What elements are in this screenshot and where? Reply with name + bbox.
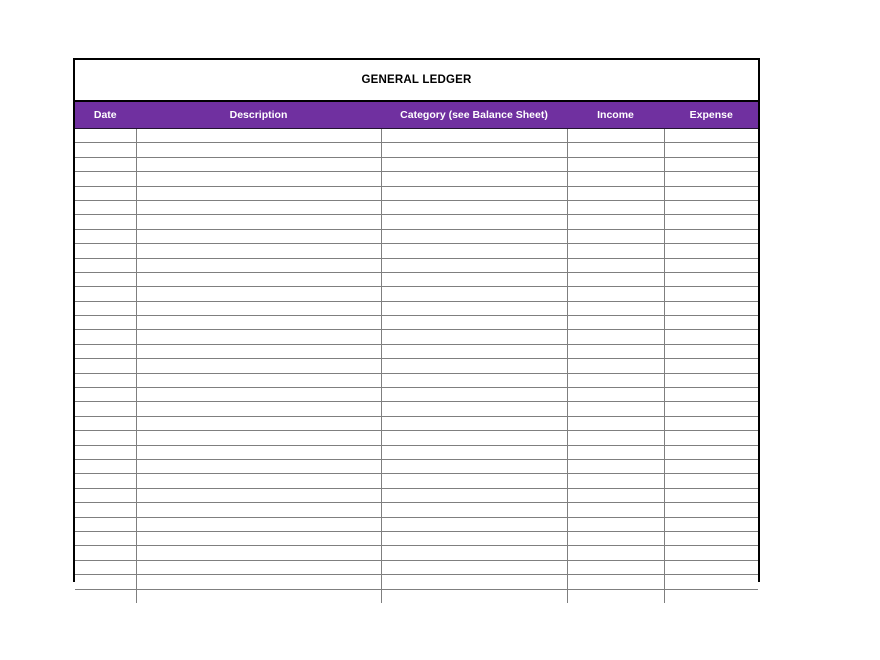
table-row[interactable] <box>75 330 758 344</box>
cell-expense[interactable] <box>664 459 758 473</box>
cell-date[interactable] <box>75 388 136 402</box>
cell-income[interactable] <box>567 215 664 229</box>
table-row[interactable] <box>75 503 758 517</box>
cell-date[interactable] <box>75 244 136 258</box>
cell-expense[interactable] <box>664 272 758 286</box>
table-row[interactable] <box>75 287 758 301</box>
cell-date[interactable] <box>75 344 136 358</box>
cell-income[interactable] <box>567 258 664 272</box>
cell-income[interactable] <box>567 589 664 603</box>
cell-description[interactable] <box>136 258 381 272</box>
cell-income[interactable] <box>567 244 664 258</box>
table-row[interactable] <box>75 258 758 272</box>
cell-income[interactable] <box>567 416 664 430</box>
cell-date[interactable] <box>75 575 136 589</box>
cell-income[interactable] <box>567 517 664 531</box>
cell-income[interactable] <box>567 531 664 545</box>
table-row[interactable] <box>75 388 758 402</box>
cell-date[interactable] <box>75 287 136 301</box>
cell-expense[interactable] <box>664 431 758 445</box>
cell-expense[interactable] <box>664 388 758 402</box>
cell-category[interactable] <box>381 402 567 416</box>
cell-income[interactable] <box>567 301 664 315</box>
cell-income[interactable] <box>567 229 664 243</box>
cell-income[interactable] <box>567 172 664 186</box>
table-row[interactable] <box>75 488 758 502</box>
table-row[interactable] <box>75 244 758 258</box>
column-header-date[interactable]: Date <box>75 102 136 129</box>
table-row[interactable] <box>75 186 758 200</box>
cell-expense[interactable] <box>664 143 758 157</box>
cell-expense[interactable] <box>664 359 758 373</box>
column-header-category[interactable]: Category (see Balance Sheet) <box>381 102 567 129</box>
cell-expense[interactable] <box>664 200 758 214</box>
cell-category[interactable] <box>381 474 567 488</box>
cell-category[interactable] <box>381 272 567 286</box>
table-row[interactable] <box>75 301 758 315</box>
table-row[interactable] <box>75 416 758 430</box>
cell-expense[interactable] <box>664 316 758 330</box>
table-row[interactable] <box>75 200 758 214</box>
table-row[interactable] <box>75 215 758 229</box>
cell-income[interactable] <box>567 186 664 200</box>
cell-expense[interactable] <box>664 488 758 502</box>
cell-description[interactable] <box>136 388 381 402</box>
cell-category[interactable] <box>381 373 567 387</box>
cell-description[interactable] <box>136 402 381 416</box>
cell-income[interactable] <box>567 287 664 301</box>
cell-category[interactable] <box>381 301 567 315</box>
table-row[interactable] <box>75 575 758 589</box>
cell-expense[interactable] <box>664 589 758 603</box>
ledger-body <box>75 129 758 603</box>
ledger-grid <box>75 102 758 603</box>
cell-description[interactable] <box>136 287 381 301</box>
cell-expense[interactable] <box>664 402 758 416</box>
cell-description[interactable] <box>136 272 381 286</box>
cell-description[interactable] <box>136 560 381 574</box>
cell-date[interactable] <box>75 359 136 373</box>
cell-expense[interactable] <box>664 531 758 545</box>
table-row[interactable] <box>75 316 758 330</box>
cell-date[interactable] <box>75 474 136 488</box>
cell-income[interactable] <box>567 431 664 445</box>
cell-date[interactable] <box>75 229 136 243</box>
cell-description[interactable] <box>136 330 381 344</box>
cell-date[interactable] <box>75 445 136 459</box>
cell-income[interactable] <box>567 575 664 589</box>
cell-category[interactable] <box>381 359 567 373</box>
cell-expense[interactable] <box>664 503 758 517</box>
cell-date[interactable] <box>75 488 136 502</box>
general-ledger-table <box>73 58 760 582</box>
table-row[interactable] <box>75 474 758 488</box>
cell-description[interactable] <box>136 589 381 603</box>
cell-category[interactable] <box>381 129 567 143</box>
cell-category[interactable] <box>381 560 567 574</box>
cell-date[interactable] <box>75 272 136 286</box>
cell-date[interactable] <box>75 517 136 531</box>
cell-date[interactable] <box>75 129 136 143</box>
cell-description[interactable] <box>136 316 381 330</box>
table-row[interactable] <box>75 172 758 186</box>
cell-description[interactable] <box>136 344 381 358</box>
cell-category[interactable] <box>381 215 567 229</box>
cell-income[interactable] <box>567 402 664 416</box>
cell-date[interactable] <box>75 373 136 387</box>
cell-category[interactable] <box>381 488 567 502</box>
cell-description[interactable] <box>136 488 381 502</box>
cell-income[interactable] <box>567 344 664 358</box>
table-row[interactable] <box>75 560 758 574</box>
cell-category[interactable] <box>381 459 567 473</box>
cell-description[interactable] <box>136 546 381 560</box>
cell-expense[interactable] <box>664 258 758 272</box>
cell-income[interactable] <box>567 546 664 560</box>
cell-income[interactable] <box>567 503 664 517</box>
cell-expense[interactable] <box>664 215 758 229</box>
cell-income[interactable] <box>567 272 664 286</box>
table-row[interactable] <box>75 157 758 171</box>
cell-description[interactable] <box>136 215 381 229</box>
table-row[interactable] <box>75 402 758 416</box>
cell-date[interactable] <box>75 531 136 545</box>
cell-expense[interactable] <box>664 560 758 574</box>
ledger-title-band <box>75 60 758 102</box>
cell-date[interactable] <box>75 589 136 603</box>
cell-expense[interactable] <box>664 474 758 488</box>
cell-expense[interactable] <box>664 445 758 459</box>
column-header-income[interactable]: Income <box>567 102 664 129</box>
cell-expense[interactable] <box>664 330 758 344</box>
cell-income[interactable] <box>567 560 664 574</box>
column-header-expense[interactable]: Expense <box>664 102 758 129</box>
cell-expense[interactable] <box>664 229 758 243</box>
cell-income[interactable] <box>567 488 664 502</box>
cell-description[interactable] <box>136 445 381 459</box>
cell-category[interactable] <box>381 531 567 545</box>
ledger-header-row-group <box>75 102 758 129</box>
cell-category[interactable] <box>381 330 567 344</box>
cell-income[interactable] <box>567 474 664 488</box>
cell-date[interactable] <box>75 143 136 157</box>
cell-income[interactable] <box>567 143 664 157</box>
cell-date[interactable] <box>75 172 136 186</box>
cell-date[interactable] <box>75 416 136 430</box>
cell-date[interactable] <box>75 459 136 473</box>
cell-expense[interactable] <box>664 344 758 358</box>
cell-category[interactable] <box>381 244 567 258</box>
cell-category[interactable] <box>381 575 567 589</box>
cell-description[interactable] <box>136 531 381 545</box>
cell-description[interactable] <box>136 157 381 171</box>
cell-expense[interactable] <box>664 546 758 560</box>
cell-description[interactable] <box>136 186 381 200</box>
cell-description[interactable] <box>136 200 381 214</box>
cell-expense[interactable] <box>664 301 758 315</box>
cell-category[interactable] <box>381 416 567 430</box>
cell-category[interactable] <box>381 431 567 445</box>
cell-category[interactable] <box>381 445 567 459</box>
cell-expense[interactable] <box>664 517 758 531</box>
cell-expense[interactable] <box>664 186 758 200</box>
cell-date[interactable] <box>75 316 136 330</box>
cell-income[interactable] <box>567 316 664 330</box>
cell-description[interactable] <box>136 143 381 157</box>
cell-category[interactable] <box>381 287 567 301</box>
cell-date[interactable] <box>75 301 136 315</box>
cell-category[interactable] <box>381 546 567 560</box>
cell-category[interactable] <box>381 157 567 171</box>
cell-category[interactable] <box>381 143 567 157</box>
cell-category[interactable] <box>381 186 567 200</box>
cell-date[interactable] <box>75 503 136 517</box>
cell-expense[interactable] <box>664 129 758 143</box>
cell-date[interactable] <box>75 157 136 171</box>
table-row[interactable] <box>75 589 758 603</box>
cell-description[interactable] <box>136 416 381 430</box>
cell-date[interactable] <box>75 258 136 272</box>
cell-expense[interactable] <box>664 287 758 301</box>
cell-income[interactable] <box>567 445 664 459</box>
cell-date[interactable] <box>75 186 136 200</box>
cell-description[interactable] <box>136 244 381 258</box>
table-row[interactable] <box>75 459 758 473</box>
cell-income[interactable] <box>567 388 664 402</box>
table-row[interactable] <box>75 359 758 373</box>
cell-description[interactable] <box>136 459 381 473</box>
cell-date[interactable] <box>75 431 136 445</box>
cell-income[interactable] <box>567 330 664 344</box>
cell-category[interactable] <box>381 503 567 517</box>
cell-category[interactable] <box>381 344 567 358</box>
cell-description[interactable] <box>136 301 381 315</box>
cell-description[interactable] <box>136 373 381 387</box>
table-row[interactable] <box>75 373 758 387</box>
cell-income[interactable] <box>567 359 664 373</box>
ledger-header-row <box>75 102 758 129</box>
table-row[interactable] <box>75 517 758 531</box>
cell-category[interactable] <box>381 388 567 402</box>
cell-income[interactable] <box>567 459 664 473</box>
cell-description[interactable] <box>136 359 381 373</box>
table-row[interactable] <box>75 272 758 286</box>
cell-description[interactable] <box>136 474 381 488</box>
cell-category[interactable] <box>381 229 567 243</box>
cell-date[interactable] <box>75 215 136 229</box>
cell-description[interactable] <box>136 517 381 531</box>
cell-category[interactable] <box>381 517 567 531</box>
table-row[interactable] <box>75 531 758 545</box>
cell-date[interactable] <box>75 330 136 344</box>
cell-date[interactable] <box>75 200 136 214</box>
cell-expense[interactable] <box>664 157 758 171</box>
table-row[interactable] <box>75 229 758 243</box>
cell-income[interactable] <box>567 129 664 143</box>
cell-date[interactable] <box>75 560 136 574</box>
table-row[interactable] <box>75 431 758 445</box>
cell-description[interactable] <box>136 172 381 186</box>
cell-category[interactable] <box>381 316 567 330</box>
table-row[interactable] <box>75 546 758 560</box>
cell-description[interactable] <box>136 575 381 589</box>
cell-category[interactable] <box>381 589 567 603</box>
cell-description[interactable] <box>136 431 381 445</box>
cell-date[interactable] <box>75 402 136 416</box>
table-row[interactable] <box>75 129 758 143</box>
table-row[interactable] <box>75 143 758 157</box>
cell-expense[interactable] <box>664 373 758 387</box>
cell-description[interactable] <box>136 129 381 143</box>
cell-income[interactable] <box>567 373 664 387</box>
column-header-description[interactable]: Description <box>136 102 381 129</box>
cell-category[interactable] <box>381 172 567 186</box>
cell-description[interactable] <box>136 503 381 517</box>
cell-expense[interactable] <box>664 575 758 589</box>
page-title: GENERAL LEDGER <box>361 74 472 86</box>
cell-expense[interactable] <box>664 172 758 186</box>
cell-expense[interactable] <box>664 416 758 430</box>
table-row[interactable] <box>75 344 758 358</box>
cell-description[interactable] <box>136 229 381 243</box>
cell-date[interactable] <box>75 546 136 560</box>
cell-income[interactable] <box>567 200 664 214</box>
cell-income[interactable] <box>567 157 664 171</box>
table-row[interactable] <box>75 445 758 459</box>
cell-category[interactable] <box>381 200 567 214</box>
cell-category[interactable] <box>381 258 567 272</box>
cell-expense[interactable] <box>664 244 758 258</box>
